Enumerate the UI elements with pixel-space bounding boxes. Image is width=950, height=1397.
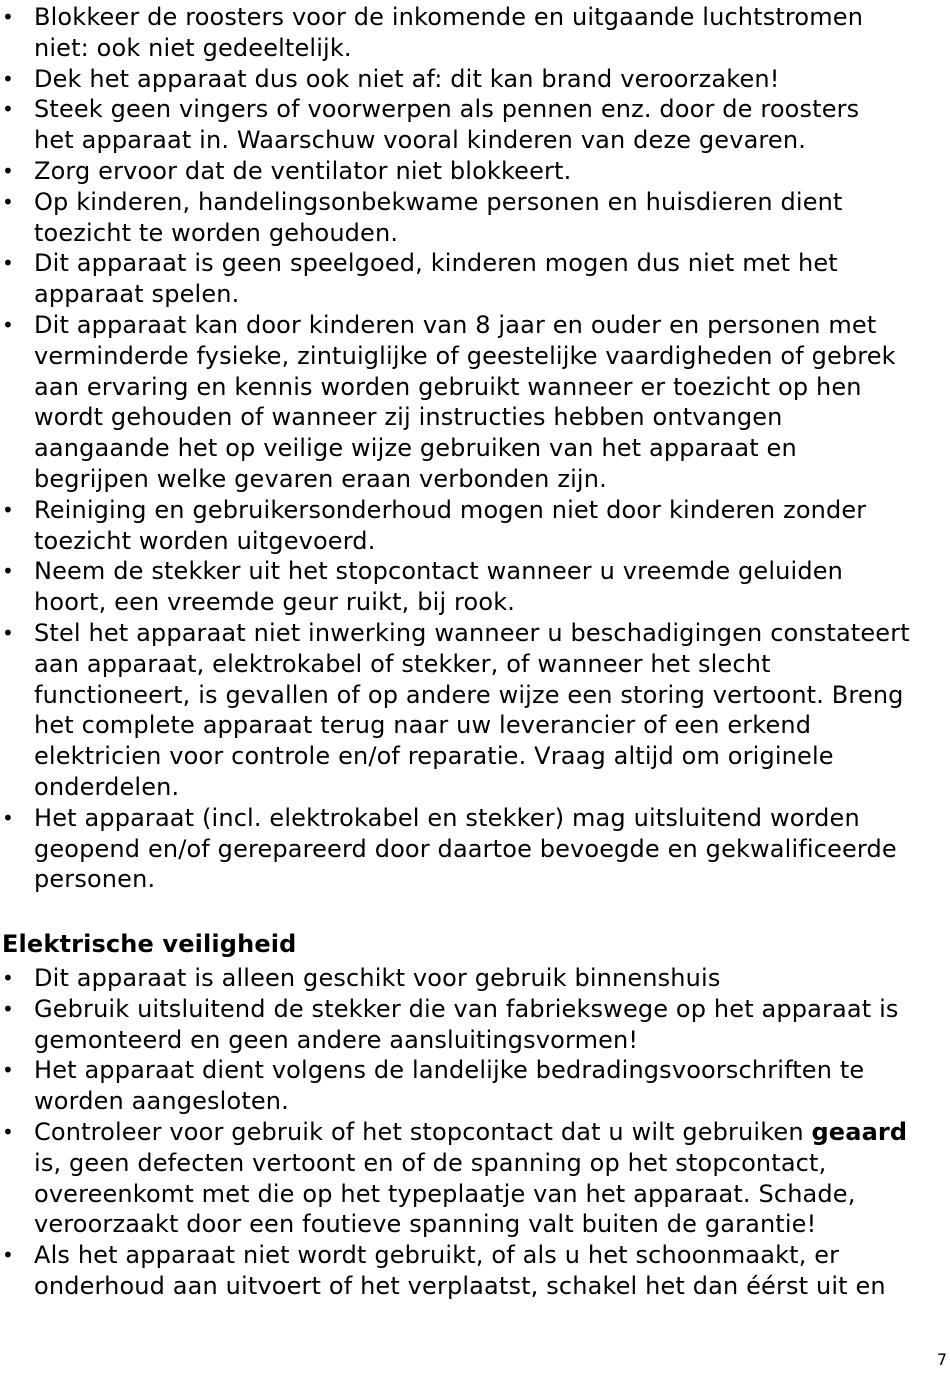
list-item-line: elektricien voor controle en/of reparatie. Vraag altijd om originele bbox=[34, 742, 834, 771]
list-item bbox=[0, 1055, 907, 1117]
list-item bbox=[0, 156, 910, 187]
list-item-line: Zorg ervoor dat de ventilator niet blokkeert. bbox=[34, 156, 572, 185]
list-item-line: personen. bbox=[34, 865, 156, 894]
list-item-line: aan ervaring en kennis worden gebruikt wanneer er toezicht op hen bbox=[34, 372, 862, 401]
list-item-line: is, geen defecten vertoont en of de spanning op het stopcontact, bbox=[34, 1148, 827, 1177]
bullet-icon: • bbox=[2, 805, 14, 830]
list-item-line: veroorzaakt door een foutieve spanning valt buiten de garantie! bbox=[34, 1210, 817, 1239]
bullet-icon: • bbox=[2, 66, 14, 91]
bullet-icon: • bbox=[2, 620, 14, 645]
bullet-icon: • bbox=[2, 97, 14, 122]
list-item-line: aangaande het op veilige wijze gebruiken van het apparaat en bbox=[34, 434, 797, 463]
list-item bbox=[0, 1117, 907, 1240]
list-item bbox=[0, 310, 910, 495]
list-item-line bbox=[34, 1117, 907, 1148]
list-item-line: toezicht te worden gehouden. bbox=[34, 218, 399, 247]
list-item bbox=[0, 1240, 907, 1302]
list-item bbox=[0, 64, 910, 95]
safety-instructions-list bbox=[0, 2, 910, 895]
list-item-line: overeenkomt met die op het typeplaatje van het apparaat. Schade, bbox=[34, 1179, 856, 1208]
list-item bbox=[0, 963, 907, 994]
list-item-line: Blokkeer de roosters voor de inkomende en uitgaande luchtstromen bbox=[34, 3, 864, 31]
list-item-line: Gebruik uitsluitend de stekker die van fabriekswege op het apparaat is bbox=[34, 994, 899, 1023]
list-item-line: Steek geen vingers of voorwerpen als pennen enz. door de roosters bbox=[34, 95, 860, 124]
bullet-icon: • bbox=[2, 966, 14, 990]
list-item-line: onderhoud aan uitvoert of het verplaatst, schakel het dan éérst uit en bbox=[34, 1271, 886, 1300]
bullet-icon: • bbox=[2, 1243, 14, 1268]
list-item-line: Het apparaat (incl. elektrokabel en stekker) mag uitsluitend worden bbox=[34, 803, 860, 832]
list-item-line: apparaat spelen. bbox=[34, 280, 240, 309]
list-item-line: het apparaat in. Waarschuw vooral kinderen van deze gevaren. bbox=[34, 126, 806, 155]
list-item-line: Dit apparaat is alleen geschikt voor gebruik binnenshuis bbox=[34, 964, 721, 992]
list-item bbox=[0, 248, 910, 310]
list-item bbox=[0, 994, 907, 1056]
list-item-line: wordt gehouden of wanneer zij instructies hebben ontvangen bbox=[34, 403, 783, 432]
list-item-line: gemonteerd en geen andere aansluitingsvormen! bbox=[34, 1025, 639, 1054]
bullet-icon: • bbox=[2, 251, 14, 276]
list-item-line: begrijpen welke gevaren eraan verbonden zijn. bbox=[34, 464, 607, 493]
bullet-icon: • bbox=[2, 158, 14, 183]
bullet-icon: • bbox=[2, 497, 14, 522]
bullet-icon: • bbox=[2, 312, 14, 337]
list-item-line: onderdelen. bbox=[34, 772, 180, 801]
section-heading: Elektrische veiligheid bbox=[2, 930, 297, 958]
list-item-line: Neem de stekker uit het stopcontact wanneer u vreemde geluiden bbox=[34, 557, 843, 586]
list-item-text: Controleer voor gebruik of het stopcontact dat u wilt gebruiken bbox=[34, 1117, 812, 1146]
bullet-icon: • bbox=[2, 1058, 14, 1083]
bullet-icon: • bbox=[2, 5, 14, 29]
list-item-line: aan apparaat, elektrokabel of stekker, of wanneer het slecht bbox=[34, 649, 771, 678]
list-item-line: functioneert, is gevallen of op andere wijze een storing vertoont. Breng bbox=[34, 680, 904, 709]
bullet-icon: • bbox=[2, 1119, 14, 1144]
bullet-icon: • bbox=[2, 189, 14, 214]
list-item-line: Het apparaat dient volgens de landelijke bedradingsvoorschriften te bbox=[34, 1056, 865, 1085]
bullet-icon: • bbox=[2, 559, 14, 584]
list-item-line: niet: ook niet gedeeltelijk. bbox=[34, 33, 352, 62]
list-item bbox=[0, 495, 910, 557]
list-item-line: Op kinderen, handelingsonbekwame personen en huisdieren dient bbox=[34, 187, 843, 216]
list-item-line: Als het apparaat niet wordt gebruikt, of als u het schoonmaakt, er bbox=[34, 1241, 840, 1270]
list-item-line: worden aangesloten. bbox=[34, 1087, 289, 1116]
list-item-line: Dek het apparaat dus ook niet af: dit kan brand veroorzaken! bbox=[34, 64, 780, 93]
list-item bbox=[0, 803, 910, 895]
list-item bbox=[0, 556, 910, 618]
list-item-line: hoort, een vreemde geur ruikt, bij rook. bbox=[34, 588, 516, 617]
list-item bbox=[0, 618, 910, 803]
list-item bbox=[0, 2, 910, 64]
list-item bbox=[0, 187, 910, 249]
page-number: 7 bbox=[936, 1350, 947, 1369]
bullet-icon: • bbox=[2, 996, 14, 1021]
list-item-line: Dit apparaat kan door kinderen van 8 jaar en ouder en personen met bbox=[34, 310, 877, 339]
list-item-line: verminderde fysieke, zintuiglijke of geestelijke vaardigheden of gebrek bbox=[34, 341, 896, 370]
electrical-safety-list bbox=[0, 963, 907, 1302]
list-item-line: toezicht worden uitgevoerd. bbox=[34, 526, 376, 555]
list-item-line: Reiniging en gebruikersonderhoud mogen niet door kinderen zonder bbox=[34, 495, 867, 524]
list-item-line: geopend en/of gerepareerd door daartoe bevoegde en gekwalificeerde bbox=[34, 834, 897, 863]
list-item-line: Stel het apparaat niet inwerking wanneer u beschadigingen constateert bbox=[34, 618, 910, 647]
list-item-line: Dit apparaat is geen speelgoed, kinderen mogen dus niet met het bbox=[34, 249, 838, 278]
list-item bbox=[0, 94, 910, 156]
emphasis-text: geaard bbox=[811, 1117, 908, 1146]
list-item-line: het complete apparaat terug naar uw leverancier of een erkend bbox=[34, 711, 812, 740]
